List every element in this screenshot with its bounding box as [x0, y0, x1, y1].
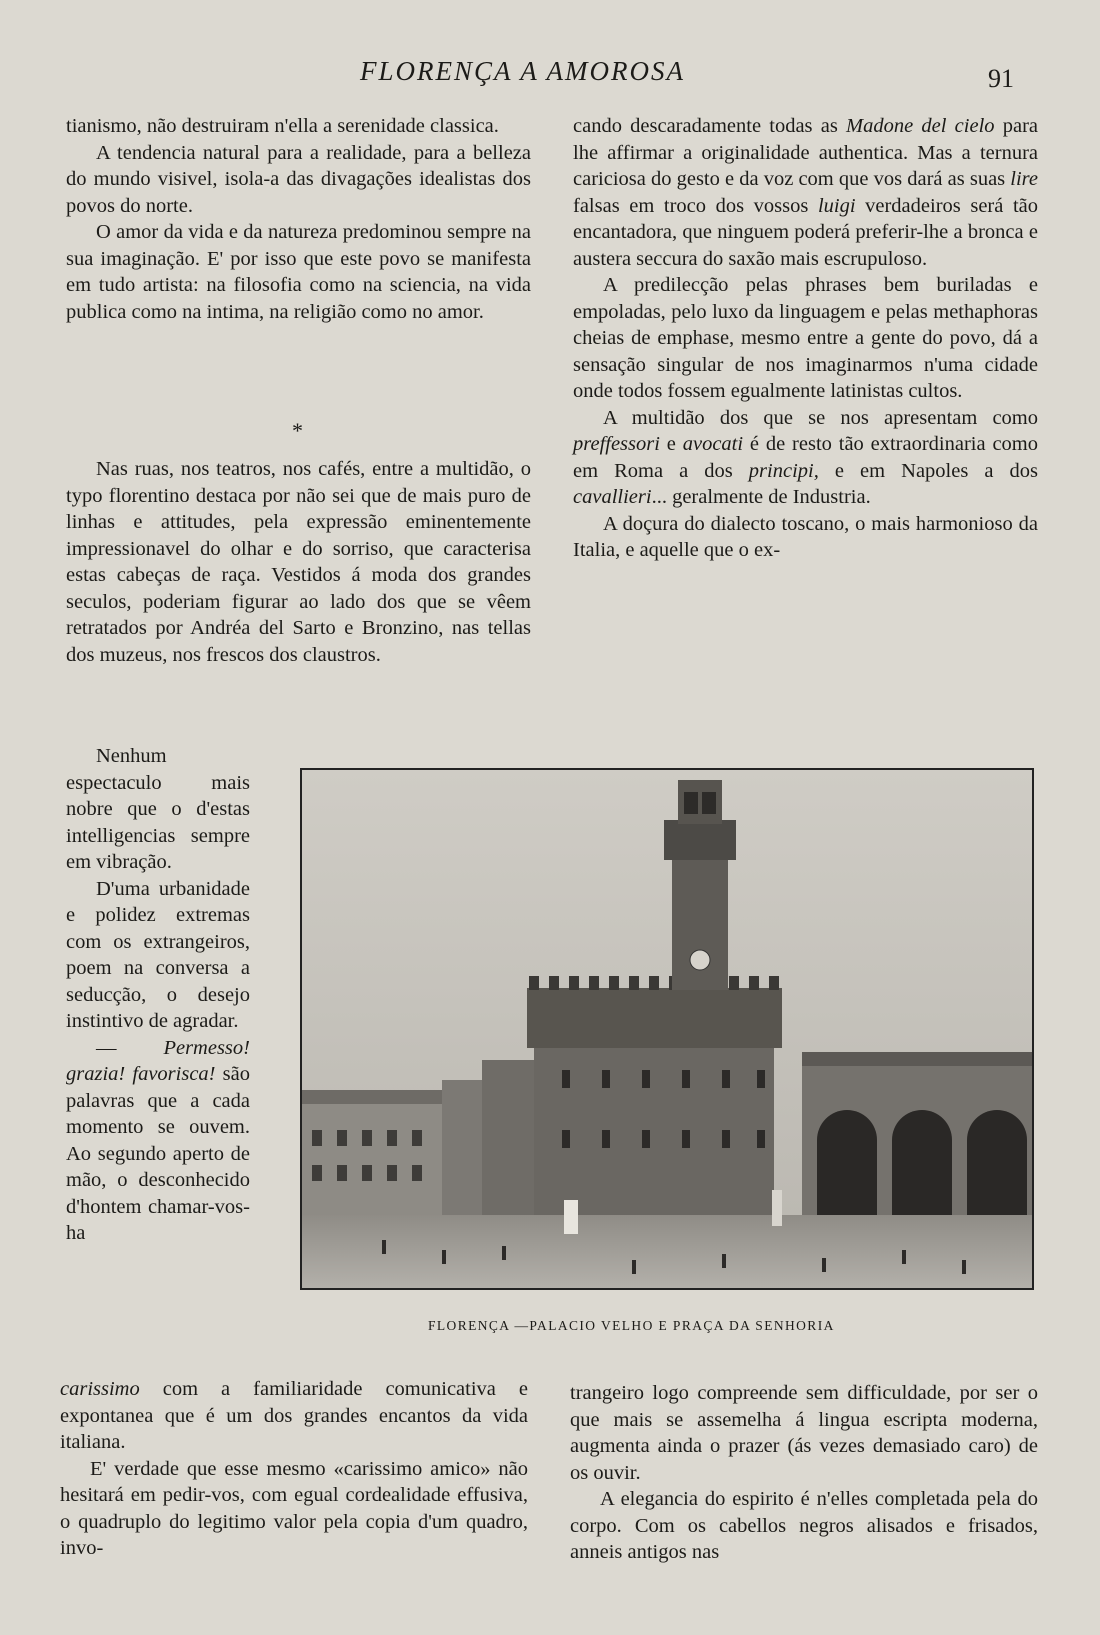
- text-run: e: [659, 433, 683, 455]
- text-run: falsas em troco dos vossos: [573, 194, 818, 217]
- right-column-top: [573, 113, 1038, 564]
- text-run: ... geralmente de Industria.: [651, 486, 871, 508]
- text-run: cando descaradamente todas as: [573, 115, 847, 137]
- paragraph: A doçura do dialecto toscano, o mais harmonioso da Italia, e aquelle que o ex-: [573, 512, 1038, 561]
- text-run: é de resto tão extraordinaria como em Roma a dos: [573, 433, 1038, 482]
- page-number: 91: [988, 64, 1014, 93]
- italic-phrase: Permesso! grazia! favorisca!: [66, 1036, 250, 1085]
- paragraph: O amor da vida e da natureza predominou sempre na sua imaginação. E' por isso que este povo se manifesta em tudo artista: na filosofia como na sciencia, na vida publica como na intima, na religião como no amor.: [66, 221, 531, 323]
- paragraph: A tendencia natural para a realidade, para a belleza do mundo visivel, isola-a das divagações idealistas dos povos do norte.: [66, 141, 531, 217]
- photo-illustration: [302, 770, 1032, 1288]
- paragraph: [573, 113, 1038, 272]
- paragraph: D'uma urbanidade e polidez extremas com os extrangeiros, poem na conversa a seducção, o desejo instintivo de agradar.: [66, 877, 250, 1032]
- section-separator: *: [292, 418, 303, 443]
- text-run: verdadeiros será tão encantadora, que ninguem poderá preferir-lhe a bronca e austera seccura do saxão mais escrupuloso.: [573, 194, 1038, 270]
- photo-palazzo-vecchio: [300, 768, 1034, 1290]
- italic-phrase: preffessori: [573, 433, 660, 455]
- paragraph: [60, 1376, 528, 1456]
- text-run: com a familiaridade comunicativa e expontanea que é um dos grandes encantos da vida italiana.: [60, 1378, 528, 1453]
- paragraph: [573, 405, 1038, 511]
- left-column-bottom: [60, 1376, 528, 1562]
- italic-phrase: luigi: [817, 194, 856, 217]
- paragraph: tianismo, não destruiram n'ella a serenidade classica.: [66, 115, 499, 137]
- paragraph: A elegancia do espirito é n'elles completada pela do corpo. Com os cabellos negros alisados e frisados, anneis antigos nas: [570, 1488, 1038, 1563]
- left-column-top: [66, 113, 531, 325]
- paragraph: trangeiro logo compreende sem difficuldade, por ser o que mais se assemelha á lingua escripta moderna, augmenta ainda o prazer (ás vezes demasiado caro) de os ouvir.: [570, 1382, 1038, 1484]
- left-column-middle: [66, 456, 531, 668]
- left-column-narrow: [66, 743, 250, 1247]
- italic-phrase: avocati: [682, 433, 744, 455]
- text-run: para lhe affirmar a originalidade authentica. Mas a ternura cariciosa do gesto e da voz com que vos dará as suas: [573, 115, 1038, 190]
- italic-phrase: cavallieri: [573, 486, 652, 508]
- running-header-title: FLORENÇA A AMOROSA: [360, 56, 686, 86]
- figure-caption: FLORENÇA —PALACIO VELHO E PRAÇA DA SENHORIA: [428, 1318, 835, 1333]
- paragraph: Nas ruas, nos teatros, nos cafés, entre a multidão, o typo florentino destaca por não sei que de mais puro de linhas e attitudes, pela expressão eminentemente impressionavel do olhar e do sorriso, que caracterisa estas cabeças de raça. Vestidos á moda dos grandes seculos, poderiam figurar ao lado dos que se vêem retratados por Andréa del Sarto e Bronzino, nas tellas dos muzeus, nos frescos dos claustros.: [66, 458, 531, 666]
- italic-phrase: Madone del cielo: [846, 115, 995, 137]
- italic-phrase: lire: [1010, 168, 1038, 190]
- paragraph: Nenhum espectaculo mais nobre que o d'estas intelligencias sempre em vibração.: [66, 745, 250, 873]
- text-run: A multidão dos que se nos apresentam como: [603, 406, 1038, 429]
- italic-phrase: principi,: [748, 459, 819, 482]
- paragraph: E' verdade que esse mesmo «carissimo amico» não hesitará em pedir-vos, com egual cordealidade effusiva, o quadruplo do legitimo valor pela copia d'um quadro, invo-: [60, 1457, 528, 1559]
- text-run: e em Napoles a dos: [818, 459, 1038, 482]
- right-column-bottom: [570, 1380, 1038, 1566]
- italic-phrase: carissimo: [60, 1378, 140, 1400]
- paragraph: A predilecção pelas phrases bem buriladas e empoladas, pelo luxo da linguagem e pelas methaphoras cheias de emphase, mesmo entre a gente do povo, dá a sensação singular de nos imaginarmos n'uma cidade onde todos fossem egualmente latinistas cultos.: [573, 274, 1038, 402]
- paragraph: [66, 1035, 250, 1247]
- dash: —: [96, 1036, 164, 1059]
- text-run: são palavras que a cada momento se ouvem. Ao segundo aperto de mão, o desconhecido d'hontem chamar-vos-ha: [66, 1063, 250, 1244]
